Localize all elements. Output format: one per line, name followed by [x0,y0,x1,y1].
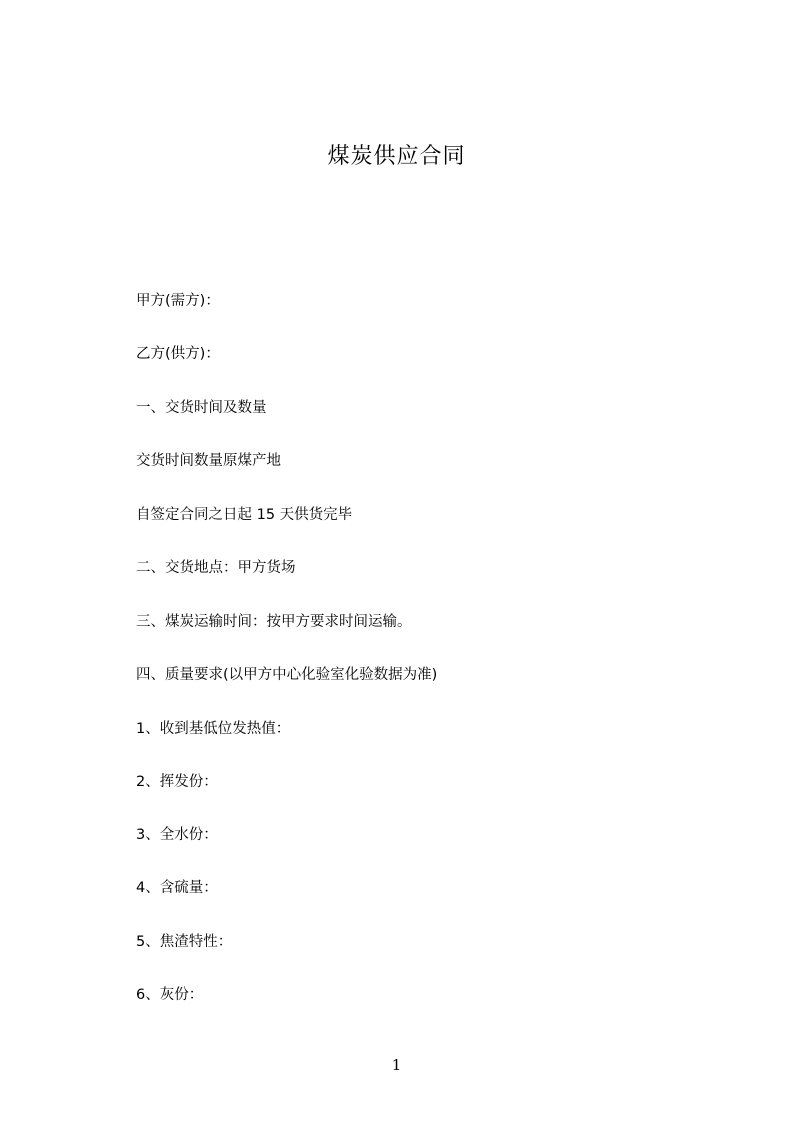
delivery-columns-line: 交货时间数量原煤产地 [136,453,281,469]
quality-item-5: 5、焦渣特性： [136,934,233,950]
quality-item-6: 6、灰份： [136,987,204,1003]
section-4-heading: 四、质量要求(以甲方中心化验室化验数据为准) [136,667,438,683]
delivery-period-line: 自签定合同之日起 15 天供货完毕 [136,507,353,523]
party-b-line: 乙方(供方)： [136,346,220,362]
party-a-line: 甲方(需方)： [136,293,220,309]
section-1-heading: 一、交货时间及数量 [136,400,267,416]
quality-item-1: 1、收到基低位发热值： [136,721,291,737]
section-3-heading: 三、煤炭运输时间：按甲方要求时间运输。 [136,614,412,630]
page-number: 1 [391,1056,402,1074]
quality-item-4: 4、含硫量： [136,880,218,896]
document-title: 煤炭供应合同 [327,144,466,169]
section-2-heading: 二、交货地点：甲方货场 [136,560,296,576]
quality-item-2: 2、挥发份： [136,774,218,790]
quality-item-3: 3、全水份： [136,827,218,843]
